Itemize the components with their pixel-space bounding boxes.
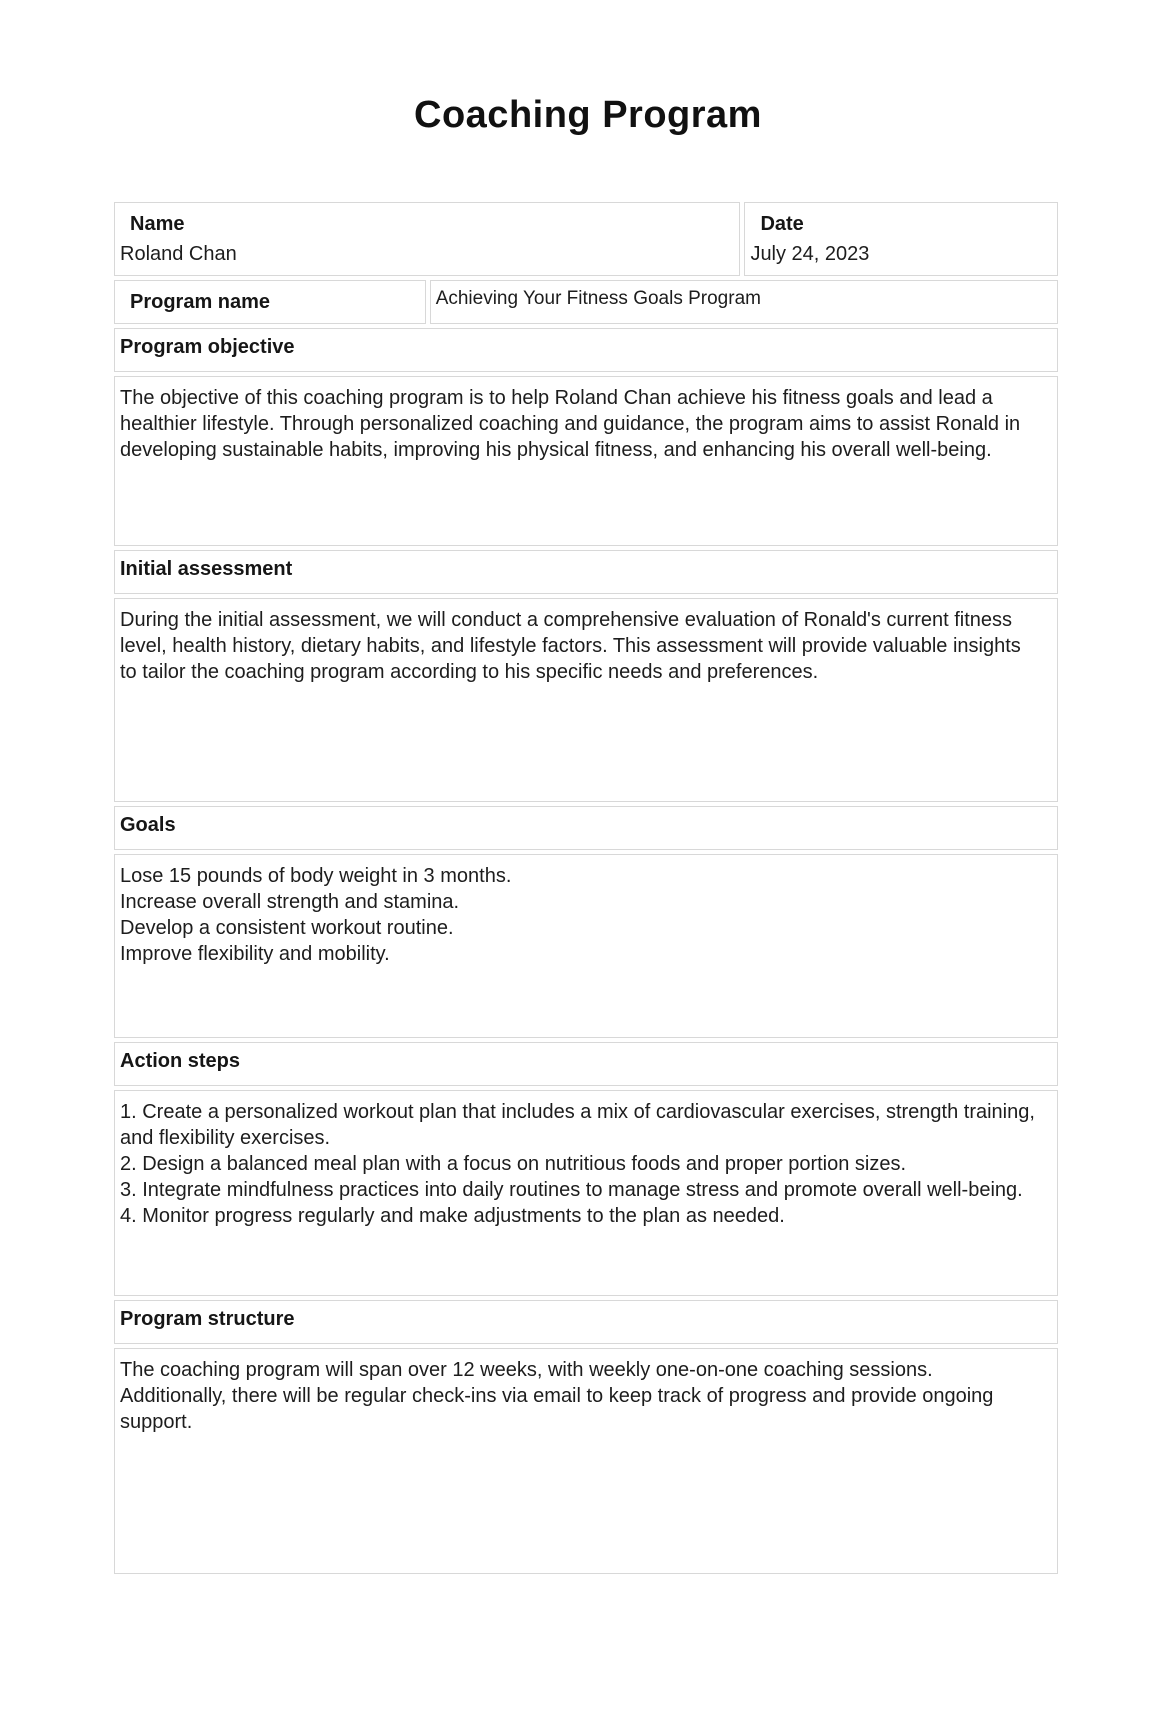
name-cell xyxy=(114,202,740,276)
page-title: Coaching Program xyxy=(414,94,762,136)
table-row-heading-program-structure xyxy=(114,1300,1058,1344)
goal-item: Lose 15 pounds of body weight in 3 months. xyxy=(120,865,512,887)
coaching-program-table xyxy=(110,198,1062,1578)
section-heading-action-steps-cell xyxy=(114,1042,1058,1086)
program-name-value-cell xyxy=(430,280,1058,324)
document-page xyxy=(0,92,1176,1578)
section-heading-program-structure: Program structure xyxy=(120,1308,295,1330)
program-name-value: Achieving Your Fitness Goals Program xyxy=(435,288,761,309)
date-cell xyxy=(744,202,1058,276)
section-body-program-objective-cell xyxy=(114,376,1058,546)
section-heading-initial-assessment: Initial assessment xyxy=(120,558,293,580)
table-row-body-action-steps xyxy=(114,1090,1058,1296)
goals-list xyxy=(120,861,1047,967)
name-label: Name xyxy=(130,213,185,235)
program-name-label: Program name xyxy=(130,291,271,313)
section-heading-program-objective: Program objective xyxy=(120,336,295,358)
program-name-label-cell xyxy=(114,280,426,324)
name-value: Roland Chan xyxy=(120,243,237,265)
goal-item: Develop a consistent workout routine. xyxy=(120,917,454,939)
section-body-initial-assessment: During the initial assessment, we will conduct a comprehensive evaluation of Ronald's current fitness level, health history, dietary habits, and lifestyle factors. This assessment will provide valuable insights to tailor the coaching program according to his specific needs and preferences. xyxy=(120,609,1021,683)
section-heading-program-structure-cell xyxy=(114,1300,1058,1344)
table-row-program-name xyxy=(114,280,1058,324)
section-body-program-objective: The objective of this coaching program is to help Roland Chan achieve his fitness goals and lead a healthier lifestyle. Through personalized coaching and guidance, the program aims to assist Ronald in developing sustainable habits, improving his physical fitness, and enhancing his overall well-being. xyxy=(120,387,1021,461)
date-label: Date xyxy=(760,213,804,235)
table-row-heading-program-objective xyxy=(114,328,1058,372)
section-body-initial-assessment-cell xyxy=(114,598,1058,802)
action-step-item: 4. Monitor progress regularly and make adjustments to the plan as needed. xyxy=(120,1205,785,1227)
goal-item: Increase overall strength and stamina. xyxy=(120,891,460,913)
section-heading-goals: Goals xyxy=(120,814,176,836)
section-body-program-structure: The coaching program will span over 12 weeks, with weekly one-on-one coaching sessions. Additionally, there will be regular check-ins via email to keep track of progress and provide ongoing support. xyxy=(120,1359,994,1433)
table-row-heading-initial-assessment xyxy=(114,550,1058,594)
section-heading-action-steps: Action steps xyxy=(120,1050,241,1072)
table-row-body-program-objective xyxy=(114,376,1058,546)
goal-item: Improve flexibility and mobility. xyxy=(120,943,390,965)
section-body-action-steps-cell xyxy=(114,1090,1058,1296)
date-value: July 24, 2023 xyxy=(750,243,870,265)
table-row-name-date xyxy=(114,202,1058,276)
action-step-item: 3. Integrate mindfulness practices into daily routines to manage stress and promote overall well-being. xyxy=(120,1179,1023,1201)
table-row-heading-goals xyxy=(114,806,1058,850)
table-row-body-initial-assessment xyxy=(114,598,1058,802)
section-heading-goals-cell xyxy=(114,806,1058,850)
section-body-goals-cell xyxy=(114,854,1058,1038)
section-heading-program-objective-cell xyxy=(114,328,1058,372)
action-step-item: 2. Design a balanced meal plan with a focus on nutritious foods and proper portion sizes. xyxy=(120,1153,907,1175)
action-step-item: 1. Create a personalized workout plan that includes a mix of cardiovascular exercises, strength training, and flexibility exercises. xyxy=(120,1101,1035,1149)
table-row-body-program-structure xyxy=(114,1348,1058,1574)
action-steps-list xyxy=(120,1097,1047,1229)
table-row-body-goals xyxy=(114,854,1058,1038)
table-row-heading-action-steps xyxy=(114,1042,1058,1086)
section-heading-initial-assessment-cell xyxy=(114,550,1058,594)
section-body-program-structure-cell xyxy=(114,1348,1058,1574)
